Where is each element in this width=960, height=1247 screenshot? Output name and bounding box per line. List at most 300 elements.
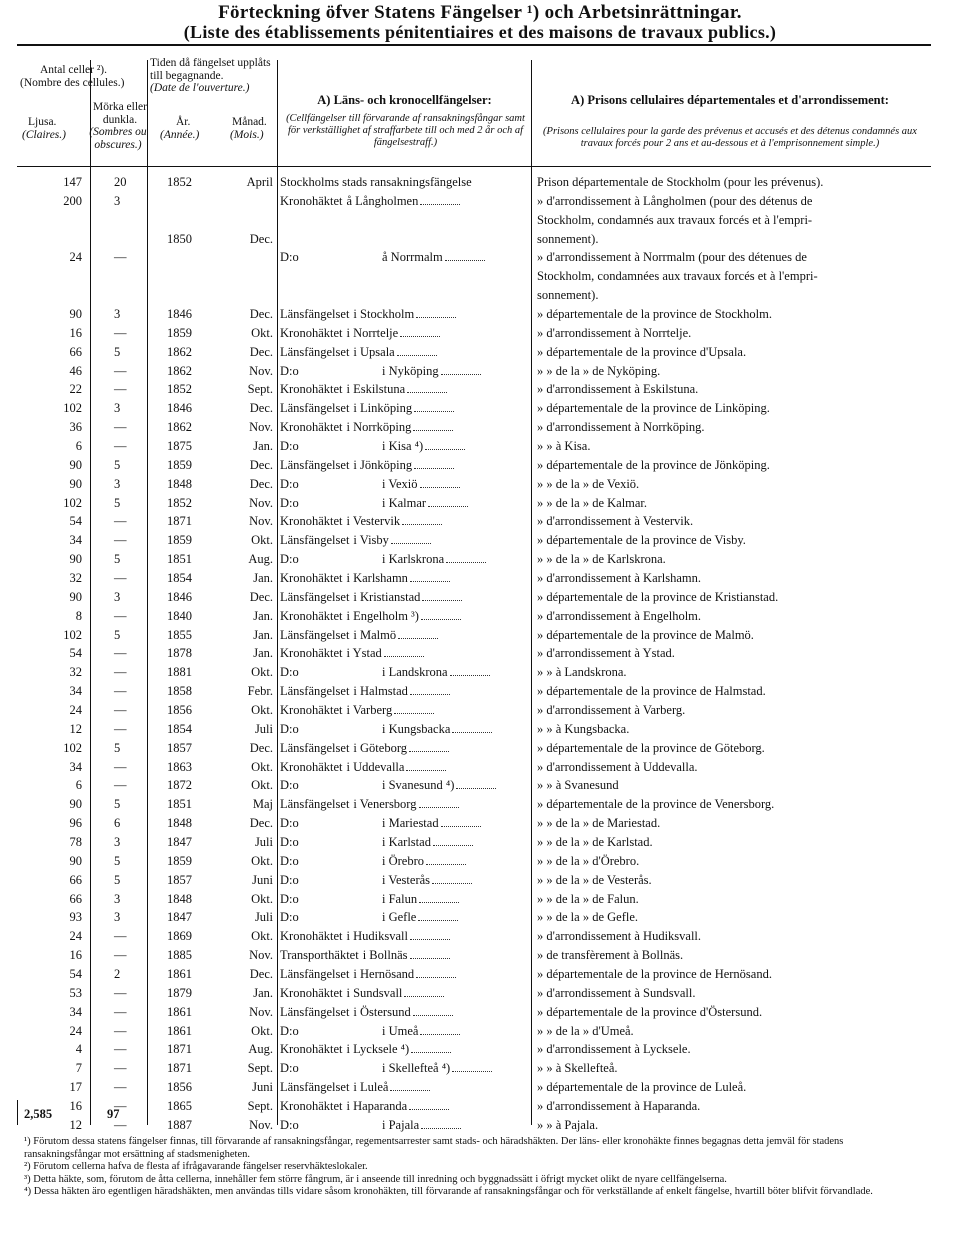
cell-ar: 1858 [167,684,192,699]
cell-manad: Dec. [249,740,273,755]
cell-swedish-name [277,380,531,399]
leader-dots [400,336,440,337]
cell-swedish-name [277,305,531,324]
cell-french-name: » » de la » de Gefle. [537,910,639,925]
cell-morka: 5 [114,797,121,812]
cell-ar: 1862 [167,363,192,378]
cell-manad: Jan. [253,438,273,453]
prison-location: i Örebro [382,853,424,868]
cell-french-name: » » à Landskrona. [537,665,627,680]
cell-ar: 1856 [167,702,192,717]
leader-dots [409,751,449,752]
cell-ar: 1878 [167,646,192,661]
cell-morka: 3 [114,193,121,208]
prison-type: Kronohäktet [280,929,343,944]
prison-location: i Norrköping [346,420,412,435]
cell-swedish-name [277,890,531,909]
cell-ar [147,286,225,305]
table-row [17,305,931,324]
prison-type: D:o [280,495,299,510]
table-row [17,644,931,663]
table-row [17,230,931,249]
cell-french-name: » » de la » de Vexiö. [537,476,640,491]
cell-swedish-name [277,475,531,494]
leader-dots [416,317,456,318]
cell-ar: 1857 [167,740,192,755]
cell-manad: Juli [254,721,273,736]
cell-french-name: » » à Pajala. [537,1117,599,1132]
cell-morka: — [114,1023,127,1038]
table-row [17,494,931,513]
cell-ar: 1865 [167,1099,192,1114]
leader-dots [433,845,473,846]
cell-swedish-name [277,173,531,192]
cell-manad: Dec. [249,401,273,416]
table-row [17,833,931,852]
leader-dots [422,600,462,601]
table-row [17,663,931,682]
prison-location: i Skellefteå ⁴) [382,1061,451,1076]
leader-dots [410,581,450,582]
prison-type: D:o [280,438,299,453]
leader-dots [384,656,424,657]
cell-manad [225,192,277,211]
table-row [17,720,931,739]
cell-ljusa: 16 [69,325,82,340]
cell-ar: 1859 [167,533,192,548]
cell-swedish-name [277,965,531,984]
cell-swedish-name [277,362,531,381]
cell-swedish-name [277,795,531,814]
cell-ljusa: 90 [69,306,82,321]
prison-type: Länsfängelset [280,344,350,359]
cell-ljusa: 17 [69,1080,82,1095]
prison-type: Länsfängelset [280,740,350,755]
prison-location: i Vesterås [382,872,431,887]
cell-manad: Maj [252,797,273,812]
cell-swedish-name [277,343,531,362]
cell-ar: 1854 [167,721,192,736]
prison-location: i Kristianstad [353,589,421,604]
leader-dots [441,374,481,375]
cell-swedish-name [277,946,531,965]
prison-location: i Bollnäs [362,948,408,963]
cell-ar [147,192,225,211]
cell-morka: — [114,382,127,397]
table-row [17,343,931,362]
footnotes [24,1136,920,1199]
cell-morka: — [114,514,127,529]
cell-ljusa: 16 [69,948,82,963]
cell-ar [147,267,225,286]
cell-morka: — [114,1042,127,1057]
cell-manad: Dec. [249,967,273,982]
cell-french-name: » départementale de la province de Stockholm. [537,306,772,321]
cell-morka: 3 [114,835,121,849]
cell-ar: 1856 [167,1080,192,1095]
table-row [17,380,931,399]
page-subtitle: (Liste des établissements pénitentiaires et des maisons de travaux publics.) [183,22,777,42]
cell-manad: Dec. [249,589,273,604]
cell-ar [147,248,225,267]
cell-manad: Juni [252,872,273,887]
cell-manad: Jan. [253,646,273,661]
table-row [17,1003,931,1022]
cell-manad: Okt. [251,929,273,944]
cell-ljusa: 102 [63,495,82,510]
cell-morka: 3 [114,476,121,491]
leader-dots [426,864,466,865]
header-manad: Månad. [232,116,267,128]
cell-swedish-name [277,1022,531,1041]
cell-ljusa [17,267,90,286]
cell-ljusa: 34 [69,1004,82,1019]
cell-swedish-name [277,833,531,852]
cell-french-name: » départementale de la province de Jönköping. [537,457,770,472]
cell-ar: 1872 [167,778,192,793]
prison-location: i Luleå [353,1080,389,1095]
cell-swedish-name [277,286,531,305]
prison-location: i Karlskrona [382,552,445,567]
table-row [17,399,931,418]
header-sombres: (Sombres ou obscures.) [89,126,147,151]
prison-type: Kronohäktet [280,325,343,340]
header-nombre-cellules: (Nombre des cellules.) [20,77,125,89]
cell-morka: 3 [114,910,121,925]
cell-french-name: » » à Kisa. [537,438,591,453]
cell-ljusa: 53 [69,985,82,1000]
cell-ar: 1885 [167,948,192,963]
prison-type: Länsfängelset [280,684,350,699]
cell-swedish-name [277,512,531,531]
prison-location: i Sundsvall [346,985,403,1000]
cell-manad: Jan. [253,608,273,623]
cell-morka [90,286,147,305]
prison-type: D:o [280,1061,299,1076]
prison-location: i Kungsbacka [382,721,451,736]
cell-ljusa: 90 [69,589,82,604]
table-row [17,569,931,588]
cell-french-name: sonnement). [537,288,599,303]
cell-morka: — [114,721,127,736]
cell-ar: 1846 [167,401,192,416]
cell-french-name: » » de la » de Vesterås. [537,872,652,887]
cell-french-name: » d'arrondissement à Eskilstuna. [537,382,699,397]
leader-dots [450,675,490,676]
cell-manad: Aug. [248,1042,273,1057]
cell-manad: Dec. [249,231,273,246]
cell-french-name: » départementale de la province de Hernösand. [537,967,772,982]
prison-type: Kronohäktet [280,608,343,623]
cell-french-name: » d'arrondissement à Vestervik. [537,514,694,529]
prison-location: i Svanesund ⁴) [382,778,455,793]
cell-french-name: » d'arrondissement à Varberg. [537,702,686,717]
table-row [17,626,931,645]
cell-french-name: » d'arrondissement à Haparanda. [537,1099,701,1114]
cell-manad: Dec. [249,816,273,831]
cell-swedish-name [277,852,531,871]
cell-french-name: » départementale de la province de Kristianstad. [537,589,779,604]
header-tiden: Tiden då fängelset upplåts till begagnande. [150,57,271,82]
leader-dots [452,732,492,733]
leader-dots [425,449,465,450]
cell-morka: — [114,759,127,774]
cell-morka [90,211,147,230]
cell-swedish-name [277,777,531,796]
prison-location: i Falun [382,891,418,906]
cell-ar: 1861 [167,967,192,982]
prison-type: D:o [280,778,299,793]
cell-french-name: » » de la » de Kalmar. [537,495,648,510]
cell-swedish-name [277,1116,531,1135]
leader-dots [411,1052,451,1053]
prison-type: Kronohäktet [280,759,343,774]
cell-ar: 1855 [167,627,192,642]
table-row [17,531,931,550]
cell-french-name: » » de la » d'Örebro. [537,853,640,868]
cell-swedish-name [277,927,531,946]
prison-location: i Ystad [346,646,382,661]
table-row [17,248,931,267]
table-row [17,173,931,192]
cell-swedish-name [277,739,531,758]
prison-type: Kronohäktet [280,646,343,661]
prison-type: Kronohäktet [280,1099,343,1114]
prison-type: D:o [280,363,299,378]
cell-ljusa: 66 [69,891,82,906]
cell-swedish-name [277,437,531,456]
prison-location: i Engelholm ³) [346,608,419,623]
cell-ar: 1840 [167,608,192,623]
cell-french-name: » d'arrondissement à Norrtelje. [537,325,692,340]
cell-ar: 1846 [167,589,192,604]
cell-ar: 1847 [167,910,192,925]
cell-french-name: » » de la » d'Umeå. [537,1023,634,1038]
cell-manad: Nov. [249,1117,273,1132]
cell-french-name: » d'arrondissement à Norrmalm (pour des détenues de [537,250,807,265]
cell-french-name: Prison départementale de Stockholm (pour les prévenus). [537,174,824,189]
cell-french-name: » départementale de la province de Venersborg. [537,797,775,812]
cell-swedish-name [277,550,531,569]
cell-ar: 1863 [167,759,192,774]
cell-morka: — [114,363,127,378]
prison-table [17,173,931,1135]
cell-ar: 1862 [167,344,192,359]
prison-type: D:o [280,250,299,265]
cell-ar: 1859 [167,457,192,472]
prison-location: i Karlstad [382,835,431,849]
cell-morka: 2 [114,967,121,982]
cell-ar: 1862 [167,420,192,435]
cell-manad: Nov. [249,514,273,529]
cell-ljusa: 90 [69,457,82,472]
cell-ljusa: 4 [75,1042,82,1057]
cell-morka: — [114,1117,127,1132]
cell-swedish-name [277,984,531,1003]
prison-type: Länsfängelset [280,457,350,472]
cell-french-name: » départementale de la province d'Östersund. [537,1004,763,1019]
cell-swedish-name [277,1059,531,1078]
table-row [17,1022,931,1041]
cell-manad [225,286,277,305]
cell-morka: — [114,420,127,435]
cell-ljusa: 102 [63,627,82,642]
table-row [17,814,931,833]
table-row [17,418,931,437]
total-morka: 97 [107,1107,120,1121]
prison-location: i Vestervik [346,514,401,529]
cell-ar: 1851 [167,552,192,567]
leader-dots [419,902,459,903]
leader-dots [413,430,453,431]
header-annee: (Année.) [160,129,200,141]
cell-swedish-name [277,644,531,663]
cell-morka: — [114,570,127,585]
leader-dots [419,807,459,808]
prison-location: i Linköping [353,401,413,416]
prison-type: D:o [280,835,299,849]
table-row [17,758,931,777]
leader-dots [402,524,442,525]
cell-ar [147,211,225,230]
cell-manad: Sept. [247,382,273,397]
footnote: ⁴) Dessa häkten äro egentligen häradshäkten, men användas tills vidare såsom kronohäkten, till förvarande af ransakningsfångar och för verkställande af enkelt fängelse, hvartill böter blifvit förvandlade. [24,1186,873,1198]
prison-type: D:o [280,665,299,680]
table-row [17,192,931,211]
cell-manad: Dec. [249,457,273,472]
prison-location: i Landskrona [382,665,448,680]
cell-ar: 1854 [167,570,192,585]
table-row [17,324,931,343]
leader-dots [420,204,460,205]
cell-ljusa: 22 [69,382,82,397]
cell-french-name: » d'arrondissement à Engelholm. [537,608,702,623]
cell-swedish-name [277,758,531,777]
header-claires: (Claires.) [22,129,66,141]
cell-french-name: » d'arrondissement à Karlshamn. [537,570,702,585]
cell-ljusa: 102 [63,401,82,416]
cell-ar: 1850 [167,231,192,246]
leader-dots [420,487,460,488]
cell-swedish-name [277,909,531,928]
cell-morka: — [114,533,127,548]
cell-manad: Dec. [249,344,273,359]
table-row [17,777,931,796]
cell-manad: Okt. [251,1023,273,1038]
prison-location: å Norrmalm [382,250,443,265]
table-row [17,1078,931,1097]
cell-manad: Okt. [251,891,273,906]
leader-dots [428,506,468,507]
cell-ar: 1851 [167,797,192,812]
prison-type: Länsfängelset [280,627,350,642]
cell-morka: 5 [114,853,121,868]
cell-ljusa: 32 [69,665,82,680]
prison-type: Kronohäktet [280,702,343,717]
prison-type: Länsfängelset [280,1004,350,1019]
cell-ljusa: 54 [69,967,82,982]
header-section-fr-note: (Prisons cellulaires pour la garde des prévenus et accusés et des détenus condamnés aux travaux forcés pour 2 ans et au-dessous et à l'emprisonnement simple.) [543,126,917,149]
prison-type: D:o [280,476,299,491]
cell-ljusa: 90 [69,552,82,567]
cell-ar: 1861 [167,1023,192,1038]
table-row [17,946,931,965]
cell-manad: Okt. [251,533,273,548]
cell-swedish-name [277,626,531,645]
prison-location: i Haparanda [346,1099,408,1114]
cell-morka: 3 [114,589,121,604]
cell-morka: — [114,948,127,963]
table-row [17,550,931,569]
cell-swedish-name [277,720,531,739]
cell-ar: 1861 [167,1004,192,1019]
cell-manad: Okt. [251,325,273,340]
prison-type: Kronohäktet [280,570,343,585]
cell-manad: April [246,174,273,189]
cell-swedish-name [277,531,531,550]
cell-ar: 1881 [167,665,192,680]
cell-ljusa: 54 [69,514,82,529]
table-row [17,682,931,701]
cell-ar: 1848 [167,476,192,491]
cell-manad: Okt. [251,853,273,868]
cell-ljusa: 24 [69,929,82,944]
prison-location: i Gefle [382,910,417,925]
leader-dots [407,392,447,393]
cell-morka: 3 [114,306,121,321]
cell-morka: — [114,438,127,453]
table-row [17,795,931,814]
leader-dots [406,770,446,771]
prison-type: D:o [280,853,299,868]
prison-type: Kronohäktet [280,193,343,208]
cell-ar: 1871 [167,1061,192,1076]
cell-ljusa: 102 [63,740,82,755]
prison-type: Kronohäktet [280,1042,343,1057]
table-row [17,1059,931,1078]
cell-manad: Okt. [251,702,273,717]
cell-ljusa: 34 [69,533,82,548]
cell-french-name: » d'arrondissement à Ystad. [537,646,675,661]
cell-ar: 1847 [167,835,192,849]
leader-dots [397,355,437,356]
cell-ljusa [17,211,90,230]
cell-morka: — [114,1080,127,1095]
cell-morka [90,230,147,249]
cell-morka: — [114,702,127,717]
leader-dots [420,1034,460,1035]
prison-location: i Kalmar [382,495,427,510]
prison-location: i Göteborg [353,740,408,755]
prison-type: D:o [280,1117,299,1132]
prison-type: D:o [280,910,299,925]
prison-location: i Visby [353,533,389,548]
prison-location: i Stockholm [353,306,415,321]
cell-morka: 20 [114,174,127,189]
prison-location: i Malmö [353,627,397,642]
cell-ljusa: 32 [69,570,82,585]
cell-ljusa: 96 [69,816,82,831]
cell-ar: 1848 [167,816,192,831]
prison-type: Länsfängelset [280,533,350,548]
cell-french-name: » départementale de la province de Halmstad. [537,684,766,699]
prison-location: i Mariestad [382,816,439,831]
cell-swedish-name [277,456,531,475]
cell-manad: Jan. [253,985,273,1000]
cell-morka: — [114,1061,127,1076]
prison-location: i Varberg [346,702,393,717]
table-row [17,475,931,494]
